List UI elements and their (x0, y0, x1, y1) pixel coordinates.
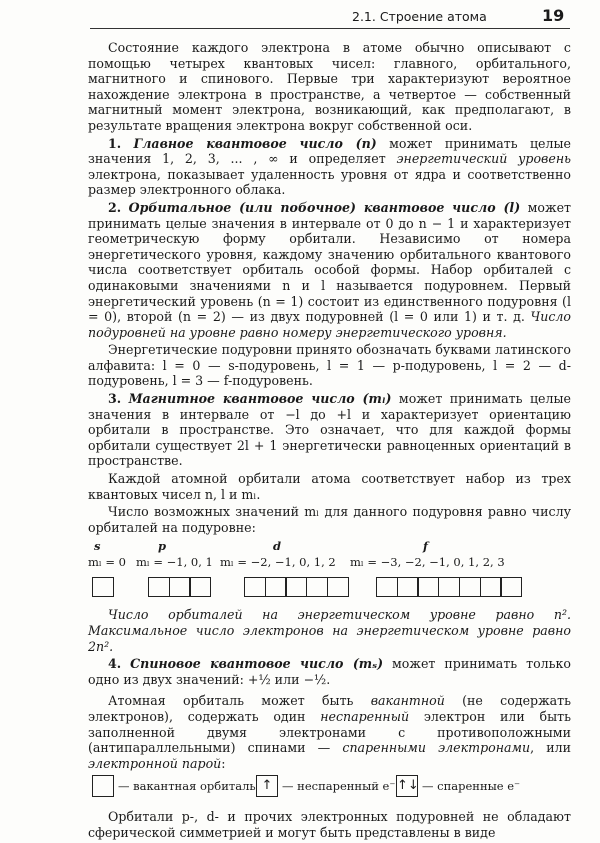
paragraph-ml-count: Число возможных значений mₗ для данного подуровня равно числу орбиталей на подуровне: (88, 504, 571, 535)
orbital-cell (285, 577, 307, 597)
sublevel-label-d: d (273, 539, 282, 554)
term-magnetic: Магнитное квантовое число (mₗ) (128, 391, 392, 407)
paragraph-orbital-number: 2. Орбитальное (или побочное) квантовое число (l) может принимать целые значения в интервале от 0 до n − 1 и характеризует геометрическую форму орбитали. Независимо от номера энергетического уровня, каждому значению орбитального квантового числа соответствует орбиталь особой формы. Набор орбиталей с одинаковыми значениями n и l называется подуровнем. Первый энергетический уровень (n = 1) состоит из единственного подуровня (l = 0), второй (n = 2) — из двух подуровней (l = 0 или 1) и т. д. Число подуровней на уровне равно номеру энергетического уровня. (88, 199, 572, 340)
paired-electron-box: ↑↓ (396, 775, 418, 797)
ml-values-d: mₗ = −2, −1, 0, 1, 2 (220, 555, 336, 570)
orbital-cell (376, 577, 398, 597)
paragraph-orbital-shapes: Орбитали p-, d- и прочих электронных подуровней не обладают сферической симметрией и могут быть представлены в виде (88, 809, 571, 840)
orbital-cell (169, 577, 191, 597)
orbital-legend (88, 775, 571, 801)
orbital-cell (92, 577, 114, 597)
sublevel-label-p: p (158, 539, 167, 554)
section-title: 2.1. Строение атома (352, 9, 487, 24)
orbital-cell (438, 577, 460, 597)
page-body (88, 40, 571, 843)
paragraph-spin-number: 4. Спиновое квантовое число (mₛ) может принимать только одно из двух значений: +½ или −½. (88, 656, 571, 687)
paragraph-sublevel-letters: Энергетические подуровни принято обозначать буквами латинского алфавита: l = 0 — s-подуровень, l = 1 — p-подуровень, l = 2 — d-подуровень, l = 3 — f-подуровень. (88, 342, 571, 389)
paragraph-magnetic-number: 3. Магнитное квантовое число (mₗ) может принимать целые значения в интервале от −l до +l и характеризует ориентацию орбитали в пространстве. Это означает, что для каждой формы орбитали существует 2l + 1 энергетически равноценных ориентаций в пространстве. (88, 391, 571, 469)
term-principal: Главное квантовое число (n) (133, 135, 377, 151)
orbital-cell (417, 577, 439, 597)
term-spin: Спиновое квантовое число (mₛ) (130, 656, 384, 672)
legend-unpaired: — неспаренный e⁻ (282, 779, 396, 794)
orbital-cell (500, 577, 522, 597)
orbital-cell (265, 577, 287, 597)
paragraph-quantum-set: Каждой атомной орбитали атома соответствует набор из трех квантовых чисел n, l и mₗ. (88, 471, 571, 502)
orbital-cells-s (92, 577, 114, 599)
orbital-cell (189, 577, 211, 597)
orbital-cell (306, 577, 328, 597)
unpaired-electron-box: ↑ (256, 775, 278, 797)
orbital-diagram (88, 539, 571, 603)
paragraph-principal-number: 1. Главное квантовое число (n) может принимать целые значения 1, 2, 3, ... , ∞ и определяет энергетический уровень электрона, показывает удаленность уровня от ядра и соответственно размер электронного облака. (88, 135, 571, 198)
legend-paired: — спаренные e⁻ (422, 779, 521, 794)
ml-values-s: mₗ = 0 (88, 555, 126, 570)
orbital-cell (459, 577, 481, 597)
legend-vacant: — вакантная орбиталь (118, 779, 256, 794)
orbital-cell (327, 577, 349, 597)
sublevel-label-s: s (94, 539, 101, 554)
ml-values-p: mₗ = −1, 0, 1 (136, 555, 213, 570)
caption-orbital-count: Число орбиталей на энергетическом уровне равно n². Максимальное число электронов на энергетическом уровне равно 2n². (88, 607, 571, 654)
page-header (0, 0, 600, 28)
header-rule (90, 28, 570, 29)
paragraph-intro: Состояние каждого электрона в атоме обычно описывают с помощью четырех квантовых чисел: главного, орбитального, магнитного и спинового. Первые три характеризуют вероятное нахождение электрона в пространстве, а четвертое — собственный магнитный момент электрона, возникающий, как предполагают, в результате вращения электрона вокруг собственной оси. (88, 40, 571, 133)
term-orbital: Орбитальное (или побочное) квантовое число (l) (128, 199, 521, 215)
orbital-cell (148, 577, 170, 597)
ml-values-f: mₗ = −3, −2, −1, 0, 1, 2, 3 (350, 555, 505, 570)
orbital-cell (480, 577, 502, 597)
vacant-orbital-box (92, 775, 114, 797)
orbital-cell (244, 577, 266, 597)
orbital-cells-f (376, 577, 522, 599)
sublevel-label-f: f (423, 539, 428, 554)
page-number: 19 (542, 6, 565, 25)
orbital-cells-p (148, 577, 211, 599)
orbital-cell (397, 577, 419, 597)
paragraph-orbital-states: Атомная орбиталь может быть вакантной (не содержать электронов), содержать один неспаренный электрон или быть заполненной двумя электронами с противоположными (антипараллельными) спинами — спаренными электронами, или электронной парой: (88, 693, 572, 771)
orbital-cells-d (244, 577, 349, 599)
